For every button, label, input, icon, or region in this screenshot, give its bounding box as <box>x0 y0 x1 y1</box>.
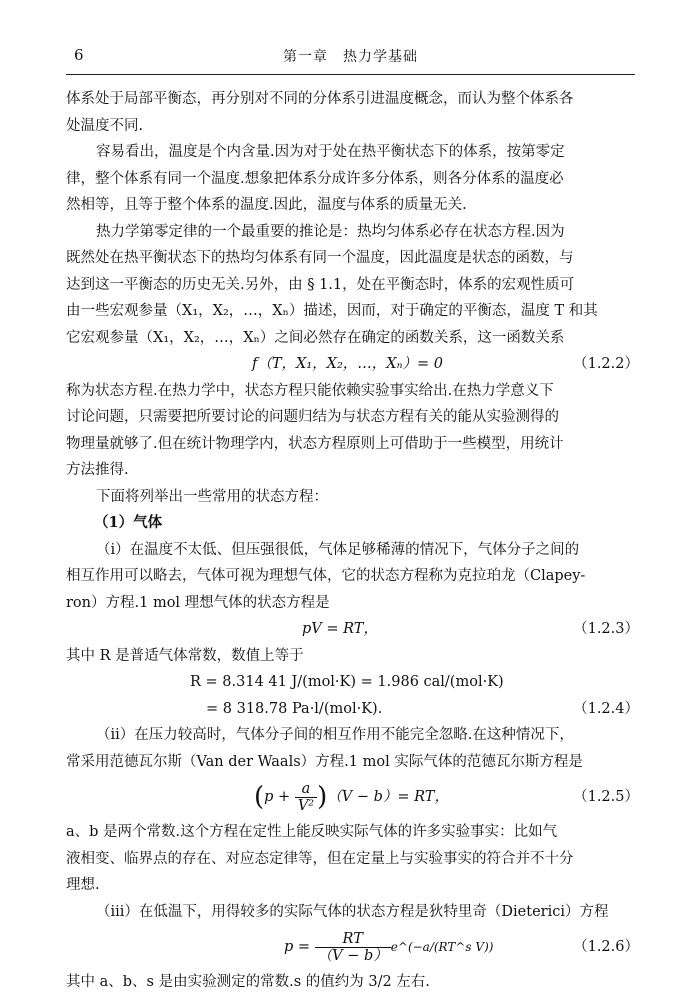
equation-expression: R = 8.314 41 J/(mol·K) = 1.986 cal/(mol·K) <box>190 674 504 690</box>
text-line: 讨论问题，只需要把所要讨论的问题归结为与状态方程有关的能从实验测得的 <box>66 409 559 425</box>
text-line: 液相变、临界点的存在、对应态定律等，但在定量上与实验事实的符合并不十分 <box>66 850 574 867</box>
text-line: 理想. <box>66 877 100 893</box>
fraction <box>295 781 317 814</box>
equation-number: （1.2.3） <box>573 621 639 637</box>
equation-number: （1.2.6） <box>573 939 639 955</box>
text-line: 物理量就够了.但在统计物理学内，状态方程原则上可借助于一些模型，用统计 <box>66 435 564 452</box>
text-line: 其中 R 是普适气体常数，数值上等于 <box>66 647 304 664</box>
page-header <box>66 34 635 75</box>
text-line: 其中 a、b、s 是由实验测定的常数.s 的值约为 3/2 左右. <box>66 974 430 990</box>
text-line: 方法推得. <box>66 462 129 478</box>
equation-1-2-2 <box>66 351 639 378</box>
text-line: 然相等，且等于整个体系的温度.因此，温度与体系的质量无关. <box>66 197 467 213</box>
right-paren: ) <box>317 782 328 812</box>
text-line: 体系处于局部平衡态，再分别对不同的分体系引进温度概念，而认为整个体系各 <box>66 91 574 107</box>
text-line: a、b 是两个常数.这个方程在定性上能反映实际气体的许多实验事实：比如气 <box>66 824 558 840</box>
equation-term: p = <box>284 939 315 955</box>
paragraph-line: 热力学第零定律的一个最重要的推论是：热均匀体系必存在状态方程.因为 <box>96 223 565 240</box>
text-line: 它宏观参量（X₁，X₂，…，Xₙ）之间必然存在确定的函数关系，这一函数关系 <box>66 329 565 346</box>
paragraph-line: （i）在温度不太低、但压强很低，气体足够稀薄的情况下，气体分子之间的 <box>96 541 580 558</box>
equation-1-2-4-line-1 <box>66 669 639 696</box>
text-line: 处温度不同. <box>66 117 144 134</box>
equation-1-2-5 <box>66 775 639 819</box>
equation-1-2-3 <box>66 616 639 643</box>
equation-expression: pV = RT， <box>302 621 378 637</box>
equation-1-2-6 <box>66 925 639 969</box>
equation-expression <box>254 775 449 819</box>
fraction <box>315 931 391 964</box>
equation-number: （1.2.4） <box>573 700 639 717</box>
equation-expression <box>284 925 493 969</box>
paragraph-line: 下面将列举出一些常用的状态方程： <box>96 488 328 505</box>
text-line: 称为状态方程.在热力学中，状态方程只能依赖实验事实给出.在热力学意义下 <box>66 382 554 399</box>
paragraph-line: （ii）在压力较高时，气体分子间的相互作用不能完全忽略.在这种情况下， <box>96 727 574 743</box>
text-line: 相互作用可以略去，气体可视为理想气体，它的状态方程称为克拉珀龙（Clapey- <box>66 568 586 584</box>
text-line: 常采用范德瓦尔斯（Van der Waals）方程.1 mol 实际气体的范德瓦尔斯方程是 <box>66 753 583 770</box>
equation-term: （V − b）= RT， <box>327 789 449 805</box>
fraction-denominator: （V − b） <box>317 947 388 964</box>
equation-expression: = 8 318.78 Pa·l/(mol·K). <box>206 700 383 717</box>
chapter-title: 第一章 热力学基础 <box>283 49 418 65</box>
text-line: 达到这一平衡态的历史无关.另外，由 § 1.1，处在平衡态时，体系的宏观性质可 <box>66 276 575 293</box>
equation-term: p + <box>264 789 295 805</box>
exponential-term: e^(−a/(RT^s V)) <box>390 940 494 954</box>
section-heading: （1）气体 <box>94 514 163 531</box>
equation-number: （1.2.2） <box>573 356 639 372</box>
text-line: 律，整个体系有同一个温度.想象把体系分成许多分体系，则各分体系的温度必 <box>66 170 564 187</box>
left-paren: ( <box>254 782 265 812</box>
paragraph-line: （iii）在低温下，用得较多的实际气体的状态方程是狄特里奇（Dieterici）方程 <box>96 903 609 920</box>
equation-expression: f（T，X₁，X₂，…，Xₙ）= 0 <box>252 356 443 372</box>
fraction-denominator: V² <box>297 797 315 814</box>
page-number: 6 <box>74 46 84 64</box>
fraction-numerator: a <box>295 781 317 798</box>
page-body <box>66 86 639 996</box>
equation-1-2-4-line-2 <box>66 696 639 723</box>
equation-number: （1.2.5） <box>573 789 639 805</box>
paragraph-line: 容易看出，温度是个内含量.因为对于处在热平衡状态下的体系，按第零定 <box>96 144 565 160</box>
fraction-numerator: RT <box>315 931 391 948</box>
text-line: 由一些宏观参量（X₁，X₂，…，Xₙ）描述，因而，对于确定的平衡态，温度 T 和其 <box>66 303 598 319</box>
text-line: 既然处在热平衡状态下的热均匀体系有同一个温度，因此温度是状态的函数，与 <box>66 250 574 266</box>
text-line: ron）方程.1 mol 理想气体的状态方程是 <box>66 594 330 611</box>
